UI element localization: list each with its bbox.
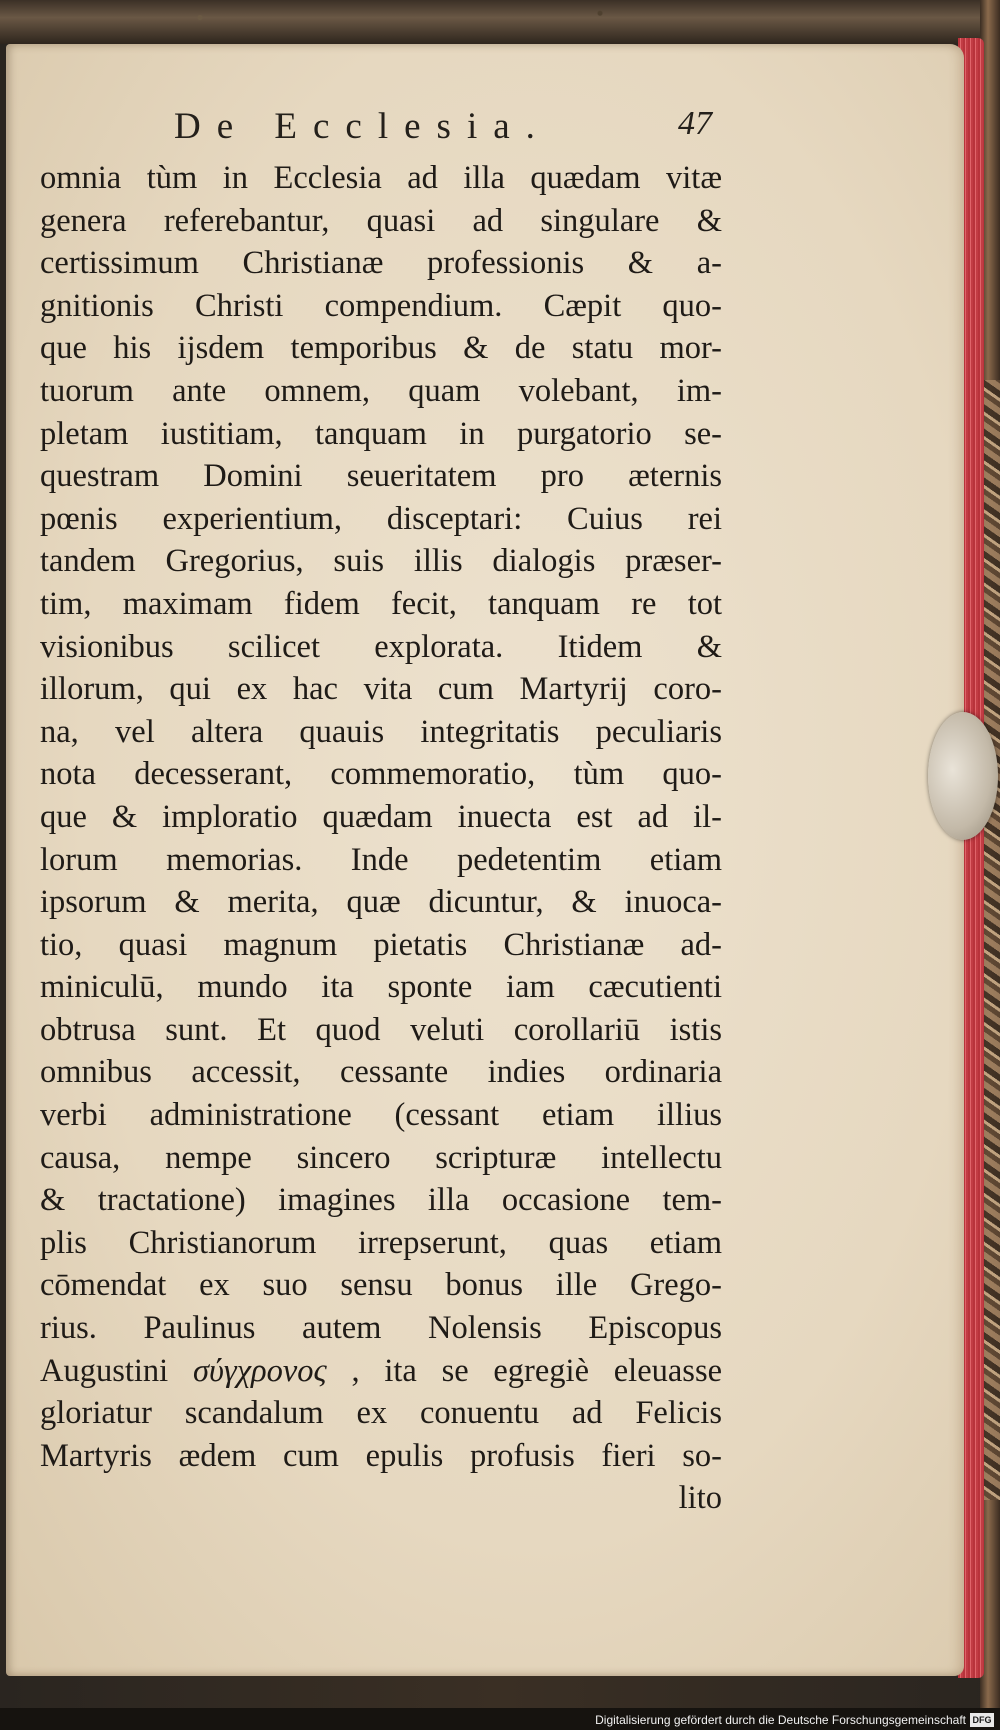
text-line: verbi administratione (cessant etiam illius (40, 1097, 722, 1134)
clasp-tab (928, 712, 998, 840)
text-line: rius. Paulinus autem Nolensis Episcopus (40, 1310, 722, 1347)
text-line: pœnis experientium, disceptari: Cuius rei (40, 500, 722, 537)
text-line: omnibus accessit, cessante indies ordinaria (40, 1054, 722, 1091)
text-line: gnitionis Christi compendium. Cæpit quo- (40, 287, 722, 324)
text-fragment: Augustini (40, 1352, 169, 1389)
text-line: lorum memorias. Inde pedetentim etiam (40, 841, 722, 878)
text-line: Martyris ædem cum epulis profusis fieri so- (40, 1437, 722, 1474)
text-line: na, vel altera quauis integritatis peculiaris (40, 713, 722, 750)
text-line: ipsorum & merita, quæ dicuntur, & inuoca- (40, 884, 722, 921)
text-line: genera referebantur, quasi ad singulare & (40, 202, 722, 239)
text-line: & tractatione) imagines illa occasione tem- (40, 1182, 722, 1219)
text-line: pletam iustitiam, tanquam in purgatorio se- (40, 415, 722, 452)
text-line: tandem Gregorius, suis illis dialogis præser- (40, 543, 722, 580)
text-line: plis Christianorum irrepserunt, quas etiam (40, 1224, 722, 1261)
greek-word: σύγχρονος (192, 1352, 327, 1389)
text-line: que & imploratio quædam inuecta est ad il- (40, 798, 722, 835)
text-line: illorum, qui ex hac vita cum Martyrij coro- (40, 671, 722, 708)
running-head: De Ecclesia. (174, 106, 551, 147)
text-line: obtrusa sunt. Et quod veluti corollariū istis (40, 1011, 722, 1048)
text-line: cōmendat ex suo sensu bonus ille Grego- (40, 1267, 722, 1304)
dfg-logo: DFG (970, 1713, 994, 1727)
text-line: causa, nempe sincero scripturæ intellectu (40, 1139, 722, 1176)
text-line: questram Domini seueritatem pro æternis (40, 458, 722, 495)
page-number: 47 (678, 105, 712, 142)
text-line: visionibus scilicet explorata. Itidem & (40, 628, 722, 665)
text-line: tio, quasi magnum pietatis Christianæ ad- (40, 926, 722, 963)
catchword: lito (678, 1480, 722, 1517)
text-line: tim, maximam fidem fecit, tanquam re tot (40, 585, 722, 622)
body-text (40, 157, 722, 1520)
text-line: miniculū, mundo ita sponte iam cæcutienti (40, 969, 722, 1006)
funding-credit: Digitalisierung gefördert durch die Deutsche Forschungsgemeinschaft (595, 1713, 966, 1727)
text-line: gloriatur scandalum ex conuentu ad Felicis (40, 1395, 722, 1432)
text-line: certissimum Christianæ professionis & a- (40, 245, 722, 282)
text-line: que his ijsdem temporibus & de statu mor- (40, 330, 722, 367)
text-fragment: , ita se egregiè eleuasse (351, 1352, 723, 1389)
leather-binding-top (0, 0, 1000, 44)
text-line: tuorum ante omnem, quam volebant, im- (40, 372, 722, 409)
text-line: nota decesserant, commemoratio, tùm quo- (40, 756, 722, 793)
footer-bar (0, 1708, 1000, 1730)
text-line-greek (40, 1350, 722, 1393)
text-line: omnia tùm in Ecclesia ad illa quædam vitæ (40, 160, 722, 196)
